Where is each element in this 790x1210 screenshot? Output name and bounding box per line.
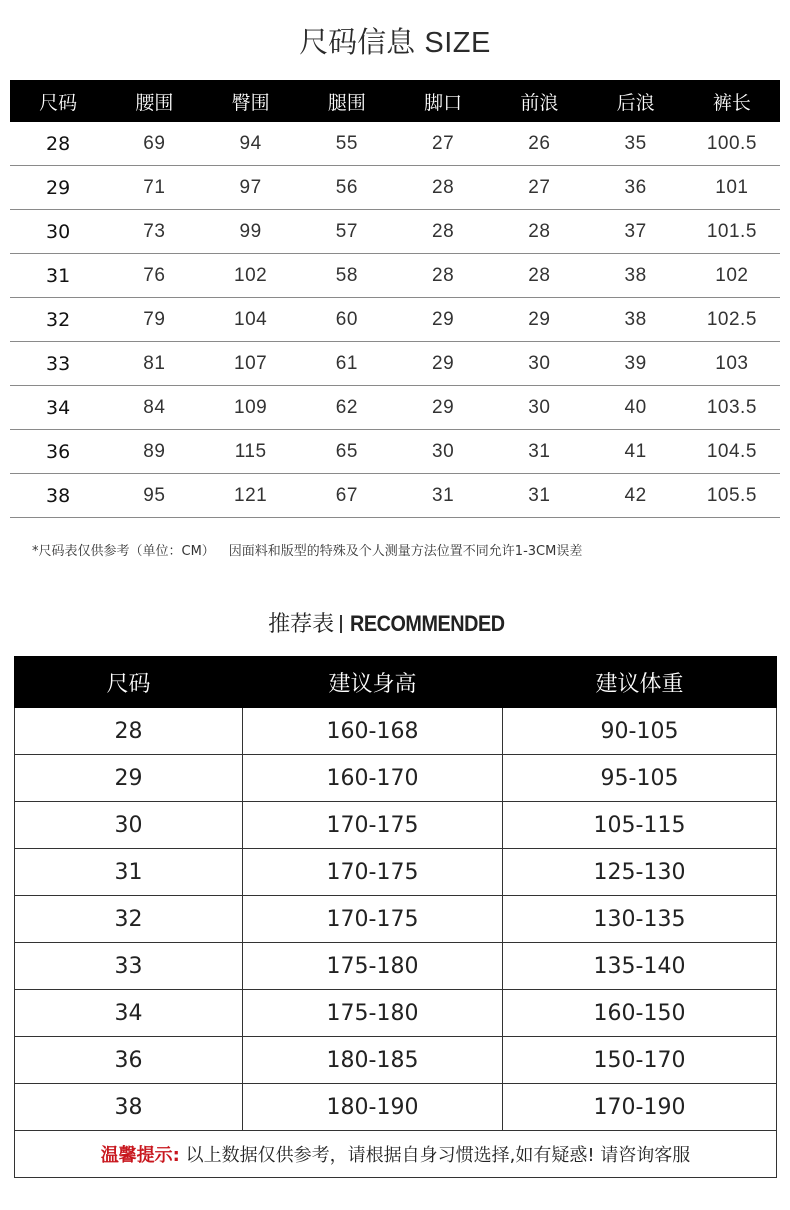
size-table-cell: 95 (106, 474, 202, 518)
size-table-cell: 31 (395, 474, 491, 518)
size-table-cell: 102.5 (684, 298, 780, 342)
size-table-cell: 89 (106, 430, 202, 474)
recommend-table-row (15, 802, 777, 849)
size-table-row (10, 430, 780, 474)
size-table-cell: 38 (10, 474, 106, 518)
size-table-cell: 62 (299, 386, 395, 430)
size-header-cell: 腰围 (106, 80, 202, 122)
size-table-cell: 73 (106, 210, 202, 254)
size-table-row (10, 210, 780, 254)
recommend-header-cell: 建议体重 (503, 657, 777, 708)
size-header-cell: 裤长 (684, 80, 780, 122)
recommend-table-cell: 170-190 (503, 1084, 777, 1131)
recommend-table-row (15, 896, 777, 943)
recommend-table-cell: 31 (15, 849, 243, 896)
size-table-cell: 26 (491, 122, 587, 166)
size-header-cell: 前浪 (491, 80, 587, 122)
recommend-header-cell: 建议身高 (243, 657, 503, 708)
size-table-cell: 99 (203, 210, 299, 254)
recommend-table-cell: 160-150 (503, 990, 777, 1037)
size-table-cell: 28 (10, 122, 106, 166)
size-table-cell: 58 (299, 254, 395, 298)
size-table-header-row (10, 80, 780, 122)
size-table-cell: 27 (395, 122, 491, 166)
size-header-cell: 尺码 (10, 80, 106, 122)
size-table-cell: 29 (395, 298, 491, 342)
size-table-cell: 33 (10, 342, 106, 386)
recommend-table-cell: 125-130 (503, 849, 777, 896)
size-table-cell: 104 (203, 298, 299, 342)
size-table-cell: 29 (395, 342, 491, 386)
size-table-row (10, 474, 780, 518)
recommend-table-cell: 135-140 (503, 943, 777, 990)
size-table-cell: 27 (491, 166, 587, 210)
recommend-table-cell: 32 (15, 896, 243, 943)
size-table-cell: 29 (395, 386, 491, 430)
recommend-table-cell: 38 (15, 1084, 243, 1131)
recommend-table-cell: 170-175 (243, 896, 503, 943)
size-table-row (10, 122, 780, 166)
size-table-cell: 29 (491, 298, 587, 342)
size-table-cell: 39 (588, 342, 684, 386)
recommend-table-cell: 175-180 (243, 943, 503, 990)
size-table-cell: 84 (106, 386, 202, 430)
size-table-cell: 31 (491, 430, 587, 474)
recommend-table-cell: 95-105 (503, 755, 777, 802)
size-table-cell: 97 (203, 166, 299, 210)
size-table-cell: 69 (106, 122, 202, 166)
size-table-cell: 38 (588, 298, 684, 342)
size-table-cell: 103 (684, 342, 780, 386)
title-divider (340, 615, 342, 633)
size-table-cell: 67 (299, 474, 395, 518)
size-table-row (10, 342, 780, 386)
size-table-cell: 101 (684, 166, 780, 210)
size-table-cell: 28 (491, 254, 587, 298)
recommend-table-cell: 36 (15, 1037, 243, 1084)
size-table-cell: 102 (684, 254, 780, 298)
size-table-cell: 57 (299, 210, 395, 254)
size-table-cell: 115 (203, 430, 299, 474)
size-table-cell: 36 (588, 166, 684, 210)
size-table-cell: 65 (299, 430, 395, 474)
recommend-table-row (15, 1037, 777, 1084)
recommend-table-row (15, 990, 777, 1037)
size-note-tolerance: 因面料和版型的特殊及个人测量方法位置不同允许1-3CM误差 (228, 544, 583, 559)
size-table-row (10, 254, 780, 298)
size-table-cell: 55 (299, 122, 395, 166)
recommend-title-cn: 推荐表 (268, 612, 335, 637)
size-table (10, 80, 780, 518)
size-table-cell: 105.5 (684, 474, 780, 518)
recommend-table-cell: 150-170 (503, 1037, 777, 1084)
recommend-table-cell: 28 (15, 708, 243, 755)
recommend-table-cell: 170-175 (243, 849, 503, 896)
size-table-cell: 29 (10, 166, 106, 210)
size-table-cell: 109 (203, 386, 299, 430)
size-title-cn: 尺码信息 (299, 25, 416, 59)
size-table-cell: 56 (299, 166, 395, 210)
size-table-cell: 42 (588, 474, 684, 518)
recommend-title (0, 604, 790, 644)
size-table-cell: 38 (588, 254, 684, 298)
size-title (0, 20, 790, 64)
size-table-cell: 28 (395, 254, 491, 298)
recommend-table-cell: 180-190 (243, 1084, 503, 1131)
size-table-cell: 28 (395, 210, 491, 254)
size-table-cell: 36 (10, 430, 106, 474)
size-header-cell: 后浪 (588, 80, 684, 122)
tip-row (15, 1131, 777, 1178)
size-table-cell: 71 (106, 166, 202, 210)
size-table-cell: 30 (491, 342, 587, 386)
size-table-cell: 28 (491, 210, 587, 254)
size-note (32, 540, 582, 559)
recommend-table-cell: 160-168 (243, 708, 503, 755)
size-table-cell: 121 (203, 474, 299, 518)
size-header-cell: 脚口 (395, 80, 491, 122)
size-table-cell: 104.5 (684, 430, 780, 474)
recommend-table-cell: 29 (15, 755, 243, 802)
size-table-cell: 60 (299, 298, 395, 342)
size-table-cell: 37 (588, 210, 684, 254)
recommend-table (14, 656, 777, 1178)
recommend-table-row (15, 755, 777, 802)
size-table-cell: 103.5 (684, 386, 780, 430)
size-table-cell: 31 (491, 474, 587, 518)
size-table-cell: 32 (10, 298, 106, 342)
recommend-table-cell: 160-170 (243, 755, 503, 802)
size-title-en: SIZE (424, 27, 491, 59)
size-table-cell: 81 (106, 342, 202, 386)
size-header-cell: 腿围 (299, 80, 395, 122)
size-header-cell: 臀围 (203, 80, 299, 122)
recommend-table-row (15, 943, 777, 990)
size-table-row (10, 166, 780, 210)
recommend-header-cell: 尺码 (15, 657, 243, 708)
tip-text: 以上数据仅供参考，请根据自身习惯选择,如有疑惑! 请咨询客服 (185, 1145, 691, 1166)
size-table-cell: 61 (299, 342, 395, 386)
size-table-cell: 35 (588, 122, 684, 166)
size-table-cell: 79 (106, 298, 202, 342)
size-table-cell: 31 (10, 254, 106, 298)
size-note-unit: *尺码表仅供参考（单位：CM） (32, 544, 215, 559)
size-table-row (10, 298, 780, 342)
tip-cell (15, 1131, 777, 1178)
size-table-cell: 28 (395, 166, 491, 210)
size-table-cell: 40 (588, 386, 684, 430)
recommend-table-row (15, 849, 777, 896)
recommend-table-cell: 33 (15, 943, 243, 990)
recommend-table-header-row (15, 657, 777, 708)
recommend-table-row (15, 708, 777, 755)
recommend-table-cell: 130-135 (503, 896, 777, 943)
size-table-cell: 30 (395, 430, 491, 474)
size-table-cell: 76 (106, 254, 202, 298)
size-table-cell: 41 (588, 430, 684, 474)
recommend-title-en: RECOMMENDED (350, 611, 505, 636)
size-table-cell: 30 (10, 210, 106, 254)
size-table-cell: 101.5 (684, 210, 780, 254)
recommend-table-cell: 105-115 (503, 802, 777, 849)
size-table-cell: 34 (10, 386, 106, 430)
recommend-table-row (15, 1084, 777, 1131)
recommend-table-cell: 180-185 (243, 1037, 503, 1084)
size-table-cell: 30 (491, 386, 587, 430)
recommend-table-cell: 170-175 (243, 802, 503, 849)
recommend-table-cell: 30 (15, 802, 243, 849)
size-table-cell: 94 (203, 122, 299, 166)
tip-label: 温馨提示: (100, 1145, 180, 1166)
size-table-cell: 107 (203, 342, 299, 386)
size-table-cell: 102 (203, 254, 299, 298)
recommend-table-cell: 90-105 (503, 708, 777, 755)
size-table-row (10, 386, 780, 430)
recommend-table-cell: 34 (15, 990, 243, 1037)
recommend-table-cell: 175-180 (243, 990, 503, 1037)
size-table-cell: 100.5 (684, 122, 780, 166)
